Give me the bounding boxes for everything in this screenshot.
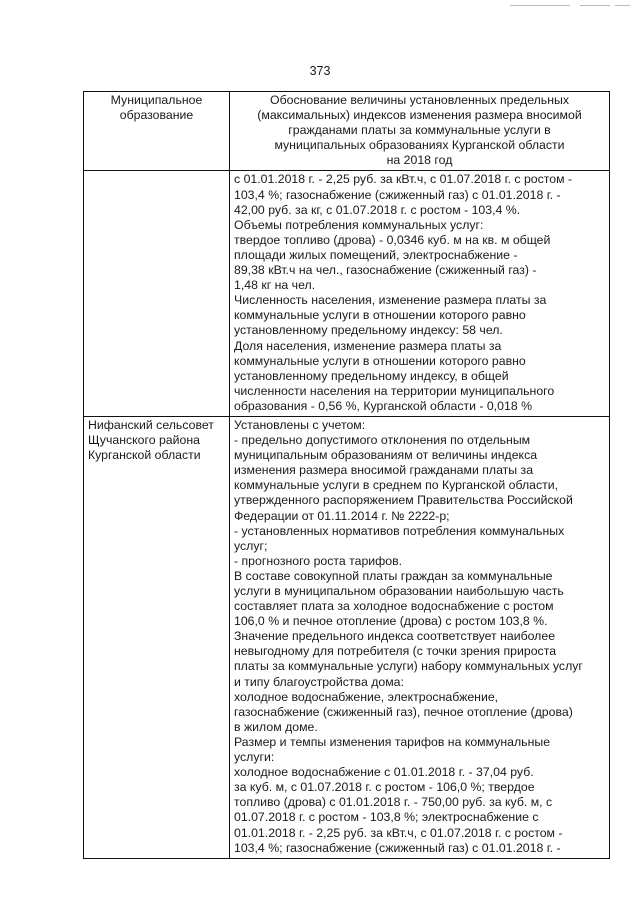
header-justification-line: муниципальных образованиях Курганской области <box>274 138 565 153</box>
municipality-cell <box>84 416 230 858</box>
text-line: установленному предельному индексу, в общей <box>234 368 509 383</box>
table-row <box>84 416 610 858</box>
justification-cell <box>230 171 610 417</box>
text-line: 01.01.2018 г. - 2,25 руб. за кВт.ч, с 01.07.2018 г. с ростом - <box>234 825 563 840</box>
municipality-cell <box>84 171 230 417</box>
tariff-justification-table <box>83 91 610 859</box>
text-line: - предельно допустимого отклонения по отдельным <box>234 433 531 448</box>
text-line: газоснабжение (сжиженный газ), печное отопление (дрова) <box>234 704 573 719</box>
justification-cell <box>230 416 610 858</box>
text-line: 01.07.2018 г. с ростом - 103,8 %; электроснабжение с <box>234 810 539 825</box>
text-line: Установлены с учетом: <box>234 417 366 432</box>
text-line: 42,00 руб. за кг, с 01.07.2018 г. с ростом - 103,4 %. <box>234 202 521 217</box>
header-municipality-line: Муниципальное <box>110 93 203 107</box>
text-line: услуг; <box>234 538 268 553</box>
text-line: платы за коммунальные услуги) набору коммунальных услуг <box>234 659 583 674</box>
page-number: 373 <box>309 64 331 78</box>
text-line: невыгодному для потребителя (с точки зрения прироста <box>234 644 557 659</box>
header-justification-line: гражданами платы за коммунальные услуги в <box>288 123 551 138</box>
text-line: составляет плата за холодное водоснабжение с ростом <box>234 599 554 614</box>
text-line: площади жилых помещений, электроснабжение - <box>234 247 518 262</box>
municipality-line: Нифанский сельсовет <box>88 417 214 432</box>
text-line: за куб. м, с 01.07.2018 г. с ростом - 106,0 %; твердое <box>234 780 535 795</box>
text-line: услуги: <box>234 750 275 765</box>
header-municipality-line: образование <box>119 108 194 123</box>
text-line: и типу благоустройства дома: <box>234 674 404 689</box>
text-line: утвержденного распоряжением Правительства Российской <box>234 493 573 508</box>
text-line: коммунальные услуги в среднем по Курганской области, <box>234 478 559 493</box>
text-line: Федерации от 01.11.2014 г. № 2222-р; <box>234 508 450 523</box>
text-line: муниципальным образованиям от величины индекса <box>234 448 538 463</box>
header-justification-line: на 2018 год <box>386 153 453 168</box>
text-line: твердое топливо (дрова) - 0,0346 куб. м на кв. м общей <box>234 232 551 247</box>
text-line: с 01.01.2018 г. - 2,25 руб. за кВт.ч, с 01.07.2018 г. с ростом - <box>234 172 573 187</box>
text-line: численности населения на территории муниципального <box>234 383 555 398</box>
text-line: 1,48 кг на чел. <box>234 278 316 293</box>
text-line: коммунальные услуги в отношении которого равно <box>234 308 526 323</box>
text-line: Размер и темпы изменения тарифов на коммунальные <box>234 734 551 749</box>
text-line: топливо (дрова) с 01.01.2018 г. - 750,00 руб. за куб. м, с <box>234 795 553 810</box>
text-line: - прогнозного роста тарифов. <box>234 553 403 568</box>
text-line: Значение предельного индекса соответствует наиболее <box>234 629 556 644</box>
text-line: 89,38 кВт.ч на чел., газоснабжение (сжиженный газ) - <box>234 263 537 278</box>
text-line: 106,0 % и печное отопление (дрова) с ростом 103,8 %. <box>234 614 548 629</box>
table-header-row <box>84 92 610 171</box>
text-line: коммунальные услуги в отношении которого равно <box>234 353 526 368</box>
text-line: образования - 0,56 %, Курганской области - 0,018 % <box>234 398 533 413</box>
scan-artifact-dots: · · · <box>30 876 55 882</box>
text-line: Численность населения, изменение размера платы за <box>234 293 547 308</box>
text-line: изменения размера вносимой гражданами платы за <box>234 463 534 478</box>
text-line: 103,4 %; газоснабжение (сжиженный газ) с 01.01.2018 г. - <box>234 187 561 202</box>
header-justification-line: Обоснование величины установленных предельных <box>270 93 569 107</box>
text-line: в жилом доме. <box>234 719 318 734</box>
header-justification-line: (максимальных) индексов изменения размера вносимой <box>257 108 582 123</box>
text-line: В составе совокупной платы граждан за коммунальные <box>234 568 553 583</box>
text-line: установленному предельному индексу: 58 чел. <box>234 323 503 338</box>
text-line: услуги в муниципальном образовании наибольшую часть <box>234 584 564 598</box>
municipality-line: Щучанского района <box>88 433 200 448</box>
text-line: холодное водоснабжение с 01.01.2018 г. - 37,04 руб. <box>234 765 534 780</box>
scan-corner-marks <box>510 5 630 11</box>
municipality-line: Курганской области <box>88 448 201 463</box>
text-line: Доля населения, изменение размера платы за <box>234 338 502 353</box>
text-line: Объемы потребления коммунальных услуг: <box>234 217 484 232</box>
header-municipality <box>84 92 230 171</box>
header-justification <box>230 92 610 171</box>
text-line: - установленных нормативов потребления коммунальных <box>234 523 565 538</box>
text-line: 103,4 %; газоснабжение (сжиженный газ) с 01.01.2018 г. - <box>234 840 561 855</box>
text-line: холодное водоснабжение, электроснабжение, <box>234 689 499 704</box>
table-row <box>84 171 610 417</box>
